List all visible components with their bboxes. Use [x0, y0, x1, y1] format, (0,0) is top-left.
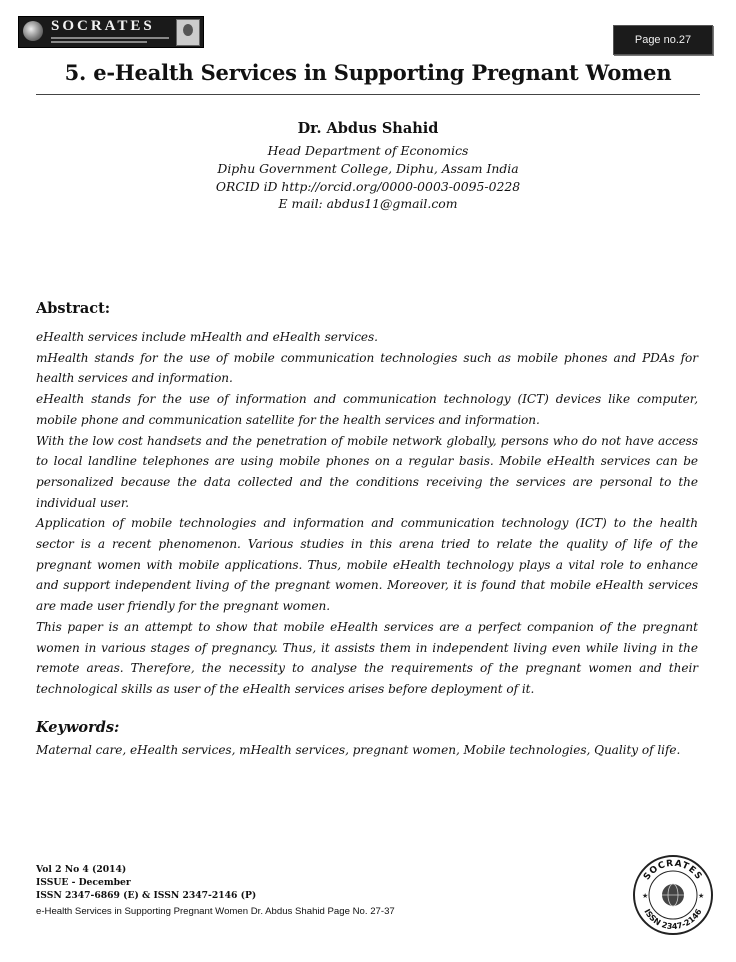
star-icon: ★	[698, 892, 705, 900]
abstract-paragraph: Application of mobile technologies and information and communication technology (ICT) to the health sector is a recent phenomenon. Various studies in this arena tried to relate the quality of life of the pregnant women with mobile applications. Thus, mobile eHealth technology plays a vital role to enhance and support independent living of the pregnant women. Moreover, it is found that mobile eHealth services are made user friendly for the pregnant women.	[36, 516, 698, 614]
globe-icon	[23, 21, 43, 41]
seal-top-text: SOCRATES	[642, 858, 704, 883]
author-position: Head Department of Economics	[267, 143, 469, 158]
logo-brand: SOCRATES	[51, 18, 155, 34]
issn-seal	[632, 854, 714, 936]
keywords-heading: Keywords:	[36, 719, 120, 736]
logo-tagline-line	[51, 37, 169, 39]
page-number-badge: Page no.27	[613, 25, 713, 55]
author-email[interactable]: E mail: abdus11@gmail.com	[278, 196, 458, 211]
footer-issn: ISSN 2347-6869 (E) & ISSN 2347-2146 (P)	[36, 890, 257, 901]
keywords-text: Maternal care, eHealth services, mHealth services, pregnant women, Mobile technologies, Quality of life.	[36, 743, 681, 757]
article-title: 5. e-Health Services in Supporting Pregnant Women	[64, 60, 672, 85]
portrait-icon	[176, 19, 200, 46]
author-orcid[interactable]: ORCID iD http://orcid.org/0000-0003-0095-0228	[215, 179, 521, 194]
author-name: Dr. Abdus Shahid	[297, 120, 439, 137]
abstract-paragraph: With the low cost handsets and the penetration of mobile network globally, persons who do not have access to local landline telephones are using mobile phones on a regular basis. Mobile eHealth services can be personalized because the data collected and the conditions receiving the services are personal to the individual user.	[36, 433, 698, 510]
footer-volume: Vol 2 No 4 (2014)	[36, 864, 127, 875]
socrates-logo	[18, 16, 204, 48]
abstract-body	[36, 327, 698, 700]
author-institution: Diphu Government College, Diphu, Assam India	[217, 161, 519, 176]
footer-issue: ISSUE - December	[36, 877, 131, 888]
abstract-paragraph: This paper is an attempt to show that mobile eHealth services are a perfect companion of the pregnant women in various stages of pregnancy. Thus, it assists them in independent living even while living in the remote areas. Therefore, the necessity to analyse the requirements of the pregnant women and their technological skills as user of the eHealth services arises before deployment of it.	[36, 619, 698, 696]
abstract-paragraph: eHealth stands for the use of information and communication technology (ICT) devices like computer, mobile phone and communication satellite for the health services and information.	[36, 392, 698, 427]
abstract-heading: Abstract:	[36, 300, 111, 317]
star-icon: ★	[642, 892, 649, 900]
footer-reference: e-Health Services in Supporting Pregnant Women Dr. Abdus Shahid Page No. 27-37	[36, 906, 395, 917]
logo-tagline-line	[51, 41, 147, 43]
title-divider	[36, 94, 700, 95]
seal-bottom-text: ISSN 2347-2146	[642, 907, 704, 932]
abstract-paragraph: eHealth services include mHealth and eHealth services.	[36, 330, 378, 344]
abstract-paragraph: mHealth stands for the use of mobile communication technologies such as mobile phones and PDAs for health services and information.	[36, 350, 698, 386]
